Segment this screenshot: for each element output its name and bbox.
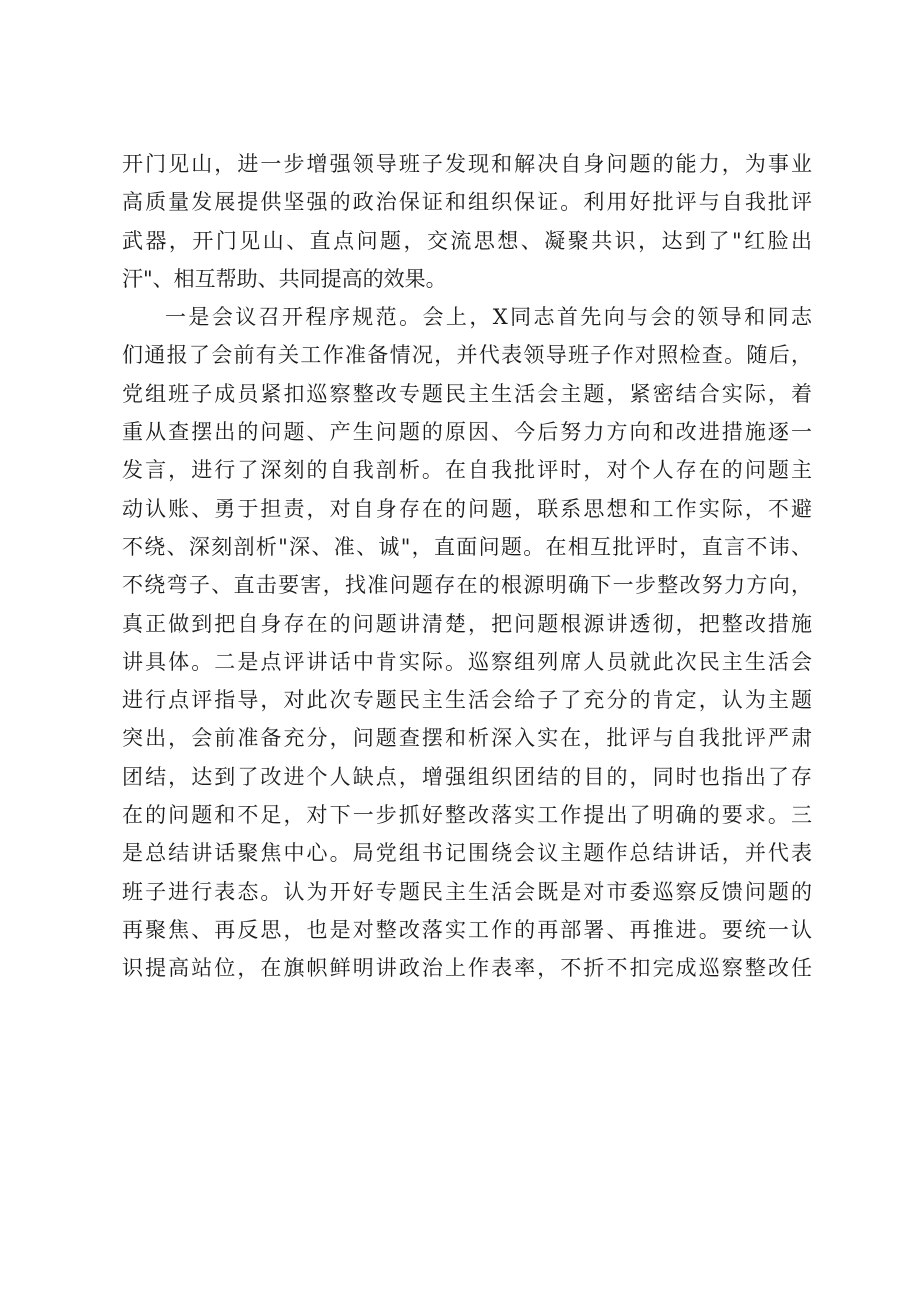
- text-line: 一是会议召开程序规范。会上，X同志首先向与会的领导和同志: [165, 305, 812, 330]
- paragraph-1: [122, 145, 812, 298]
- text-line: 不绕弯子、直击要害，找准问题存在的根源明确下一步整改努力方向，: [122, 573, 812, 598]
- text-line: 重从查摆出的问题、产生问题的原因、今后努力方向和改进措施逐一: [122, 420, 812, 445]
- text-line: 动认账、勇于担责，对自身存在的问题，联系思想和工作实际，不避: [122, 496, 812, 521]
- text-line: 突出，会前准备充分，问题查摆和析深入实在，批评与自我批评严肃: [122, 726, 812, 751]
- text-line: 们通报了会前有关工作准备情况，并代表领导班子作对照检查。随后，: [122, 343, 812, 368]
- text-line: 汗"、相互帮助、共同提高的效果。: [122, 266, 447, 291]
- text-line: 武器，开门见山、直点问题，交流思想、凝聚共识，达到了"红脸出: [122, 228, 812, 253]
- paragraph-2: [122, 298, 812, 987]
- text-line: 真正做到把自身存在的问题讲清楚，把问题根源讲透彻，把整改措施: [122, 611, 812, 636]
- text-line: 开门见山，进一步增强领导班子发现和解决自身问题的能力，为事业: [122, 152, 812, 176]
- text-line: 团结，达到了改进个人缺点，增强组织团结的目的，同时也指出了存: [122, 764, 812, 789]
- text-line: 讲具体。二是点评讲话中肯实际。巡察组列席人员就此次民主生活会: [122, 649, 812, 674]
- text-line: 进行点评指导，对此次专题民主生活会给子了充分的肯定，认为主题: [122, 688, 812, 713]
- text-line: 在的问题和不足，对下一步抓好整改落实工作提出了明确的要求。三: [122, 803, 812, 828]
- text-line: 不绕、深刻剖析"深、准、诚"，直面问题。在相互批评时，直言不讳、: [122, 534, 812, 559]
- text-line: 班子进行表态。认为开好专题民主生活会既是对市委巡察反馈问题的: [122, 879, 812, 904]
- text-line: 发言，进行了深刻的自我剖析。在自我批评时，对个人存在的问题主: [122, 458, 812, 483]
- text-line: 再聚焦、再反思，也是对整改落实工作的再部署、再推进。要统一认: [122, 917, 812, 942]
- text-line: 党组班子成员紧扣巡察整改专题民主生活会主题，紧密结合实际，着: [122, 381, 812, 406]
- text-line: 是总结讲话聚焦中心。局党组书记围绕会议主题作总结讲话，并代表: [122, 841, 812, 866]
- text-line: 高质量发展提供坚强的政治保证和组织保证。利用好批评与自我批评: [122, 190, 812, 215]
- text-line: 识提高站位，在旗帜鲜明讲政治上作表率，不折不扣完成巡察整改任: [122, 956, 812, 981]
- document-body: [122, 145, 812, 988]
